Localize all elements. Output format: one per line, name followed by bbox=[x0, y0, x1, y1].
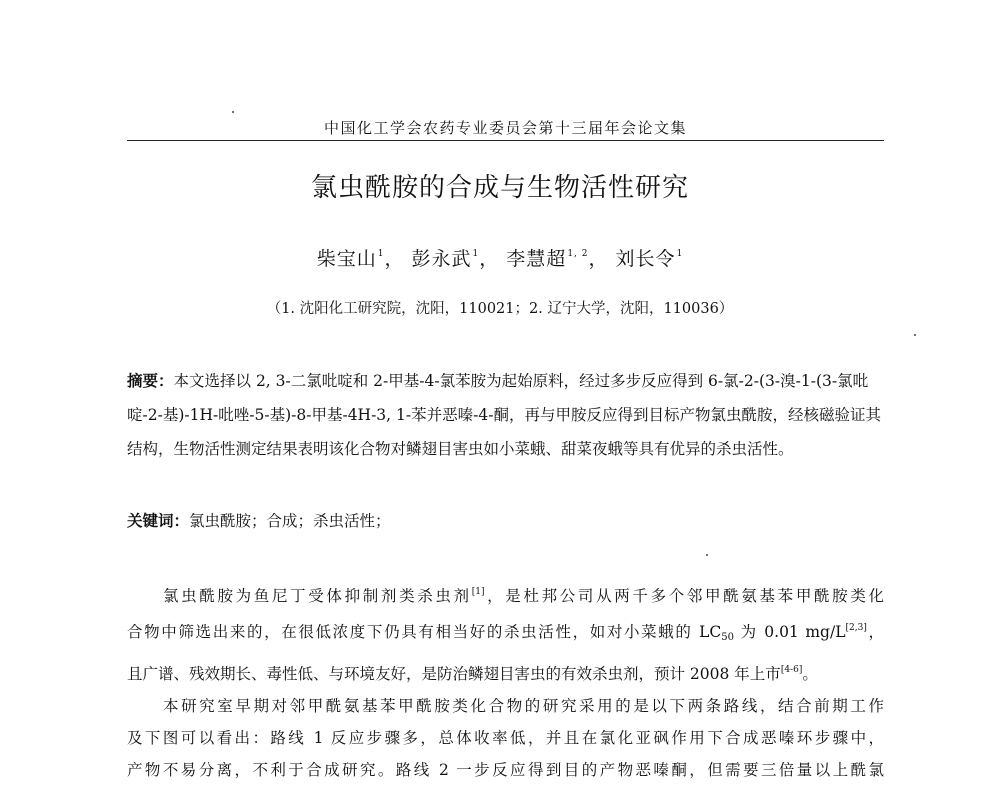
scan-speck bbox=[706, 554, 708, 556]
author-affiliation-mark: 1, 2 bbox=[567, 249, 589, 259]
running-header: 中国化工学会农药专业委员会第十三届年会论文集 bbox=[323, 119, 687, 137]
keywords-text: 氯虫酰胺；合成；杀虫活性； bbox=[189, 512, 391, 530]
author-list: 柴宝山$^1$， 彭永武$^1$， 李慧超$^{1, 2}$， 刘长令$^1$ bbox=[316, 248, 684, 270]
citation: [2,3] bbox=[845, 623, 867, 633]
abstract bbox=[127, 364, 884, 466]
body-line: 氯虫酰胺为鱼尼丁受体抑制剂类杀虫剂[1]，是杜邦公司从两千多个邻甲酰氨基苯甲酰胺类化 bbox=[163, 587, 884, 605]
body-line: 产物不易分离，不利于合成研究。路线 2 一步反应得到目的产物恶嗪酮，但需要三倍量以上酰氯 bbox=[127, 761, 884, 779]
citation: [4-6] bbox=[780, 665, 803, 675]
scan-speck bbox=[914, 334, 916, 336]
citation: [1] bbox=[471, 587, 485, 597]
abstract-text: 本文选择以 2, 3-二氯吡啶和 2-甲基-4-氯苯胺为起始原料，经过多步反应得到 6-氯-2-(3-溴-1-(3-氯吡啶-2-基)-1H-吡唑-5-基)-8-甲基-4H-3, 1-苯并恶嗪-4-酮，再与甲胺反应得到目标产物氯虫酰胺，经核磁验证其结构，生物活性测定结果表明该化合物对鳞翅目害虫如小菜蛾、甜菜夜蛾等具有优异的杀虫活性。 bbox=[127, 372, 881, 458]
author-affiliation-mark: 1 bbox=[676, 249, 684, 259]
body-line: 且广谱、残效期长、毒性低、与环境友好，是防治鳞翅目害虫的有效杀虫剂，预计 2008 年上市[4-6]。 bbox=[127, 665, 818, 683]
abstract-label: 摘要： bbox=[127, 372, 174, 390]
subscript: 50 bbox=[721, 632, 735, 643]
scan-speck bbox=[232, 111, 234, 113]
author-name: 李慧超 bbox=[506, 248, 567, 270]
body-line: 本研究室早期对邻甲酰氨基苯甲酰胺类化合物的研究采用的是以下两条路线，结合前期工作 bbox=[163, 697, 884, 715]
affiliation: （1. 沈阳化工研究院，沈阳，110021；2. 辽宁大学，沈阳，110036） bbox=[266, 301, 734, 317]
keywords bbox=[127, 509, 884, 531]
keywords-label: 关键词： bbox=[127, 512, 190, 530]
header-rule bbox=[127, 140, 884, 141]
body-line: 合物中筛选出来的，在很低浓度下仍具有相当好的杀虫活性，如对小菜蛾的 $LC_{50}$ 为 0.01 mg/L[2,3]， bbox=[127, 623, 884, 643]
author-name: 柴宝山 bbox=[316, 248, 377, 270]
author-name: 彭永武 bbox=[411, 248, 472, 270]
paper-title: 氯虫酰胺的合成与生物活性研究 bbox=[310, 173, 689, 203]
author-affiliation-mark: 1 bbox=[472, 249, 480, 259]
author-name: 刘长令 bbox=[615, 248, 676, 270]
body-line: 及下图可以看出：路线 1 反应步骤多，总体收率低，并且在氯化亚砜作用下合成恶嗪环步骤中， bbox=[127, 729, 884, 747]
author-affiliation-mark: 1 bbox=[377, 249, 385, 259]
body-text bbox=[127, 576, 884, 786]
